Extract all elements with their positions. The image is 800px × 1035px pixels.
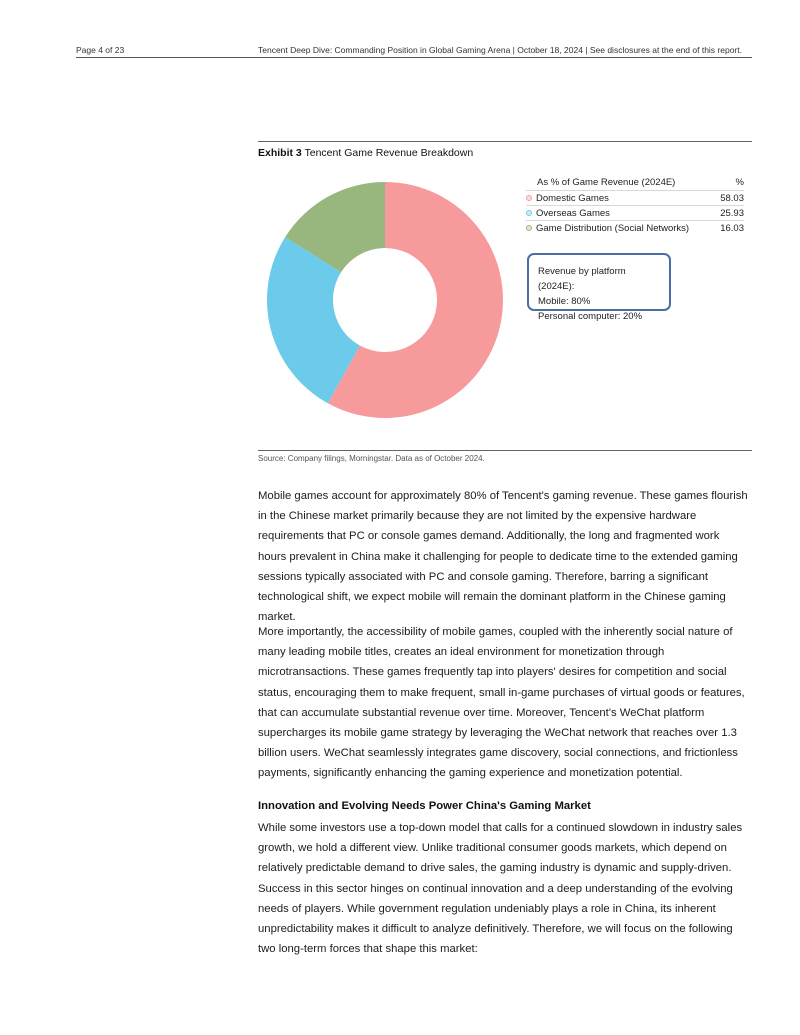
legend-label-domestic: Domestic Games [536,192,609,204]
paragraph-monetization: More importantly, the accessibility of mobile games, coupled with the inherently social nature of many leading mobile titles, creates an ideal environment for monetization through microtransactions. These games frequently tap into players' desires for competition and social status, encouraging them to make frequent, small in-game purchases of virtual goods or features, that can accumulate substantial revenue over time. Moreover, Tencent's WeChat platform supercharges its mobile game strategy by leveraging the WeChat network that reaches over 1.3 billion users. WeChat seamlessly integrates game discovery, social connections, and frictionless payments, significantly enhancing the gaming experience and monetization potential. [258,626,745,780]
paragraph-mobile-share: Mobile games account for approximately 80% of Tencent's gaming revenue. These games flourish in the Chinese market primarily because they are not limited by the expensive hardware requirements that PC or console games demand. Additionally, the long and fragmented work hours prevalent in China make it challenging for people to dedicate time to the extended gaming sessions typically associated with PC and console gaming. Therefore, barring a significant technological shift, we expect mobile will remain the dominant platform in the Chinese gaming market. [258,490,748,624]
legend-value-domestic: 58.03 [720,192,744,204]
legend-swatch-domestic [526,195,532,201]
exhibit-top-divider [258,141,752,142]
callout-mobile: Mobile: 80% [538,296,591,307]
platform-callout-box [527,253,671,322]
legend-value-distribution: 16.03 [720,222,744,234]
legend-label-overseas: Overseas Games [536,207,610,219]
legend-swatch-overseas [526,210,532,216]
section-heading: Innovation and Evolving Needs Power China's Gaming Market [258,800,591,812]
callout-pc: Personal computer: 20% [538,311,643,322]
legend-value-overseas: 25.93 [720,207,744,219]
legend-item-domestic [526,190,744,205]
page-header [0,0,800,60]
exhibit-bottom-divider [258,450,752,451]
exhibit-title-text: Tencent Game Revenue Breakdown [304,147,474,159]
legend-header [526,175,744,190]
report-header-title: Tencent Deep Dive: Commanding Position in Global Gaming Arena | October 18, 2024 | See disclosures at the end of this report. [258,45,742,55]
chart-source-note: Source: Company filings, Morningstar. Data as of October 2024. [258,454,485,463]
legend-item-overseas [526,205,744,220]
legend-swatch-distribution [526,225,532,231]
legend-item-distribution [526,220,744,235]
exhibit-label: Exhibit 3 [258,147,302,159]
legend-header-label: As % of Game Revenue (2024E) [537,177,676,188]
legend-label-distribution: Game Distribution (Social Networks) [536,222,690,234]
paragraph-innovation: While some investors use a top-down model that calls for a continued slowdown in industry sales growth, we hold a different view. Unlike traditional consumer goods markets, which depend on relatively predictable demand to drive sales, the gaming industry is dynamic and supply-driven. Success in this sector hinges on continual innovation and a deep understanding of the evolving needs of players. While government regulation undeniably plays a role in China, its inherent unpredictability makes it difficult to analyze definitively. Therefore, we will focus on the following two long-term forces that shape this market: [258,822,743,956]
header-divider [76,57,752,58]
donut-chart [258,180,520,430]
legend-header-unit: % [735,177,744,188]
page-number: Page 4 of 23 [76,45,125,55]
callout-title: Revenue by platform (2024E): [538,266,626,292]
chart-legend [526,175,744,235]
exhibit-title [258,147,473,159]
